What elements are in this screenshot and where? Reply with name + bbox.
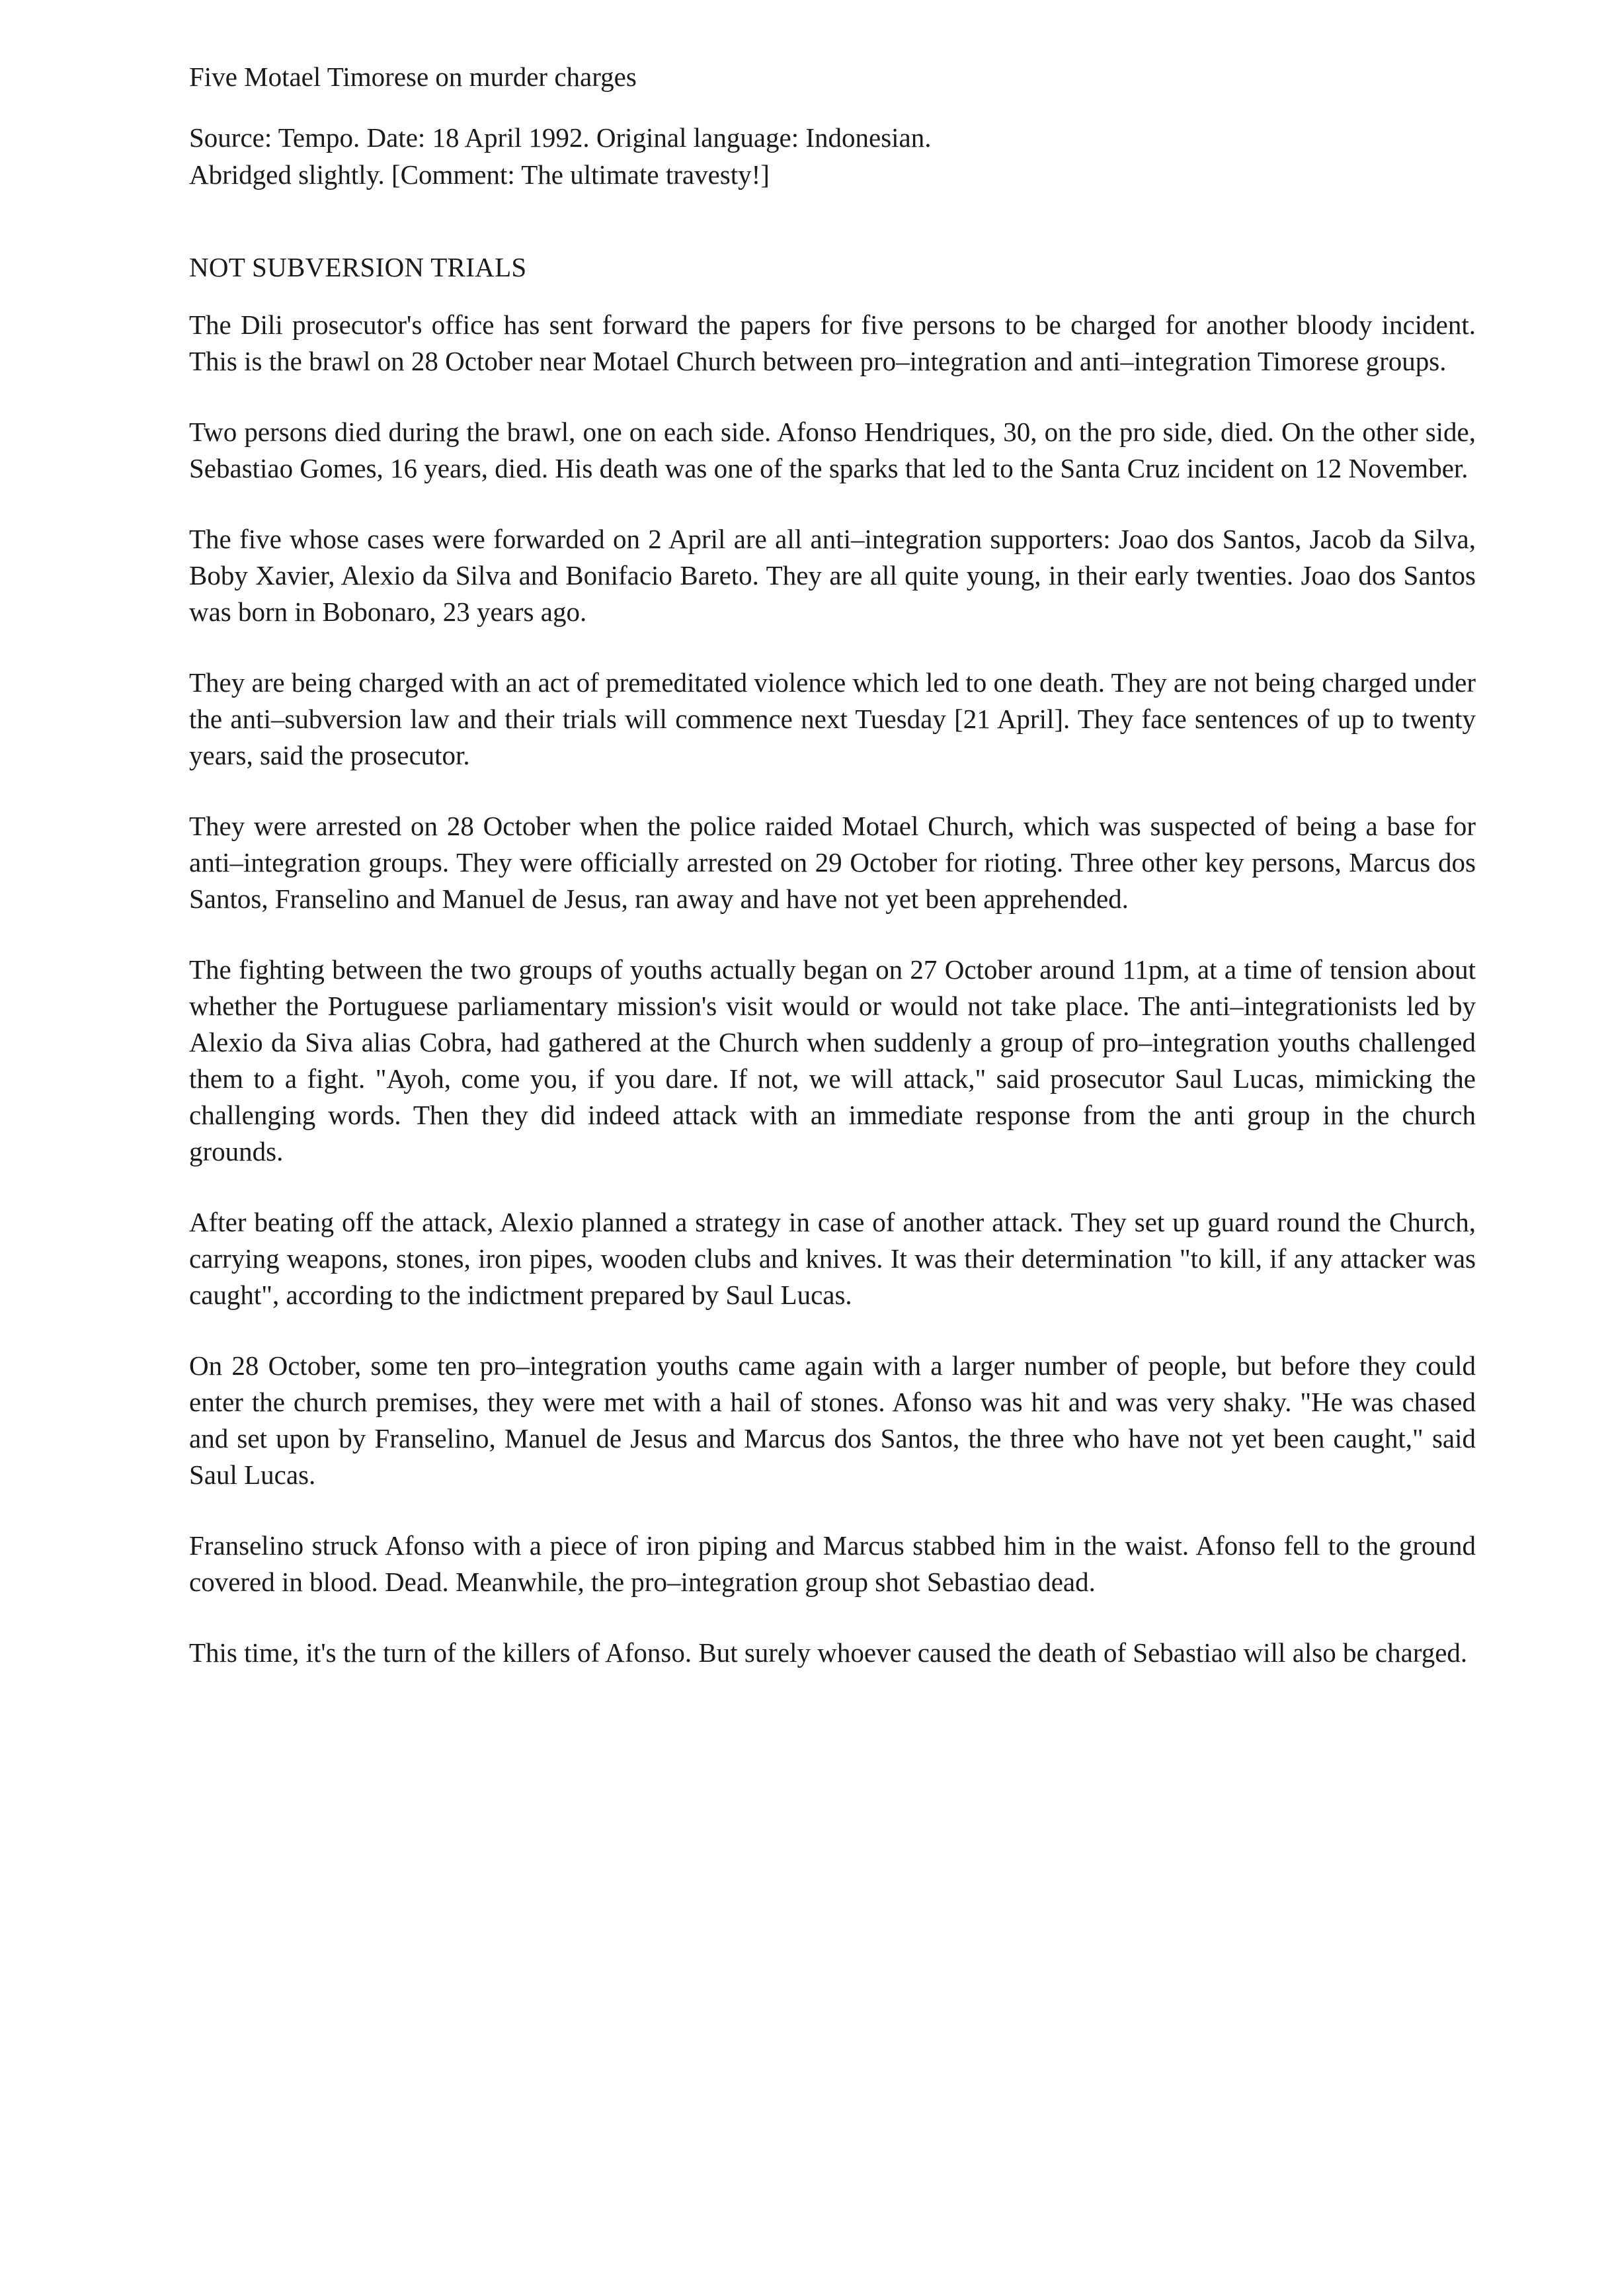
paragraph-3: The five whose cases were forwarded on 2 April are all anti–integration supporters: Joao dos Santos, Jacob da Silva, Boby Xavier, Alexio da Silva and Bonifacio Bareto. They are all quite young, in their early twenties. Joao dos Santos was born in Bobonaro, 23 years ago. [189, 524, 1476, 627]
source-info [189, 119, 1476, 193]
paragraph-6: The fighting between the two groups of youths actually began on 27 October around 11pm, at a time of tension about whether the Portuguese parliamentary mission's visit would or would not take place. The anti–integrationists led by Alexio da Siva alias Cobra, had gathered at the Church when suddenly a group of pro–integration youths challenged them to a fight. "Ayoh, come you, if you dare. If not, we will attack," said prosecutor Saul Lucas, mimicking the challenging words. Then they did indeed attack with an immediate response from the anti group in the church grounds. [189, 954, 1476, 1167]
paragraph-9: Franselino struck Afonso with a piece of iron piping and Marcus stabbed him in the waist. Afonso fell to the ground covered in blood. Dead. Meanwhile, the pro–integration group shot Sebastiao dead. [189, 1530, 1476, 1597]
paragraph-10: This time, it's the turn of the killers of Afonso. But surely whoever caused the death of Sebastiao will also be charged. [189, 1637, 1468, 1668]
section-heading: NOT SUBVERSION TRIALS [189, 252, 527, 282]
source-line: Source: Tempo. Date: 18 April 1992. Original language: Indonesian. [189, 122, 932, 153]
document-title: Five Motael Timorese on murder charges [189, 62, 637, 92]
paragraph-1: The Dili prosecutor's office has sent forward the papers for five persons to be charged for another bloody incident. This is the brawl on 28 October near Motael Church between pro–integration and anti–integration Timorese groups. [189, 309, 1476, 376]
paragraph-8: On 28 October, some ten pro–integration youths came again with a larger number of people, but before they could enter the church premises, they were met with a hail of stones. Afonso was hit and was very shaky. "He was chased and set upon by Franselino, Manuel de Jesus and Marcus dos Santos, the three who have not yet been caught," said Saul Lucas. [189, 1350, 1476, 1490]
paragraph-2: Two persons died during the brawl, one on each side. Afonso Hendriques, 30, on the pro side, died. On the other side, Sebastiao Gomes, 16 years, died. His death was one of the sparks that led to the Santa Cruz incident on 12 November. [189, 417, 1476, 483]
paragraph-5: They were arrested on 28 October when the police raided Motael Church, which was suspected of being a base for anti–integration groups. They were officially arrested on 29 October for rioting. Three other key persons, Marcus dos Santos, Franselino and Manuel de Jesus, ran away and have not yet been apprehended. [189, 811, 1476, 914]
paragraph-4: They are being charged with an act of premeditated violence which led to one death. They are not being charged under the anti–subversion law and their trials will commence next Tuesday [21 April]. They face sentences of up to twenty years, said the prosecutor. [189, 667, 1476, 770]
paragraph-7: After beating off the attack, Alexio planned a strategy in case of another attack. They set up guard round the Church, carrying weapons, stones, iron pipes, wooden clubs and knives. It was their determination "to kill, if any attacker was caught", according to the indictment prepared by Saul Lucas. [189, 1207, 1476, 1310]
abridged-comment-line: Abridged slightly. [Comment: The ultimate travesty!] [189, 159, 770, 190]
document-page [189, 58, 1476, 1705]
